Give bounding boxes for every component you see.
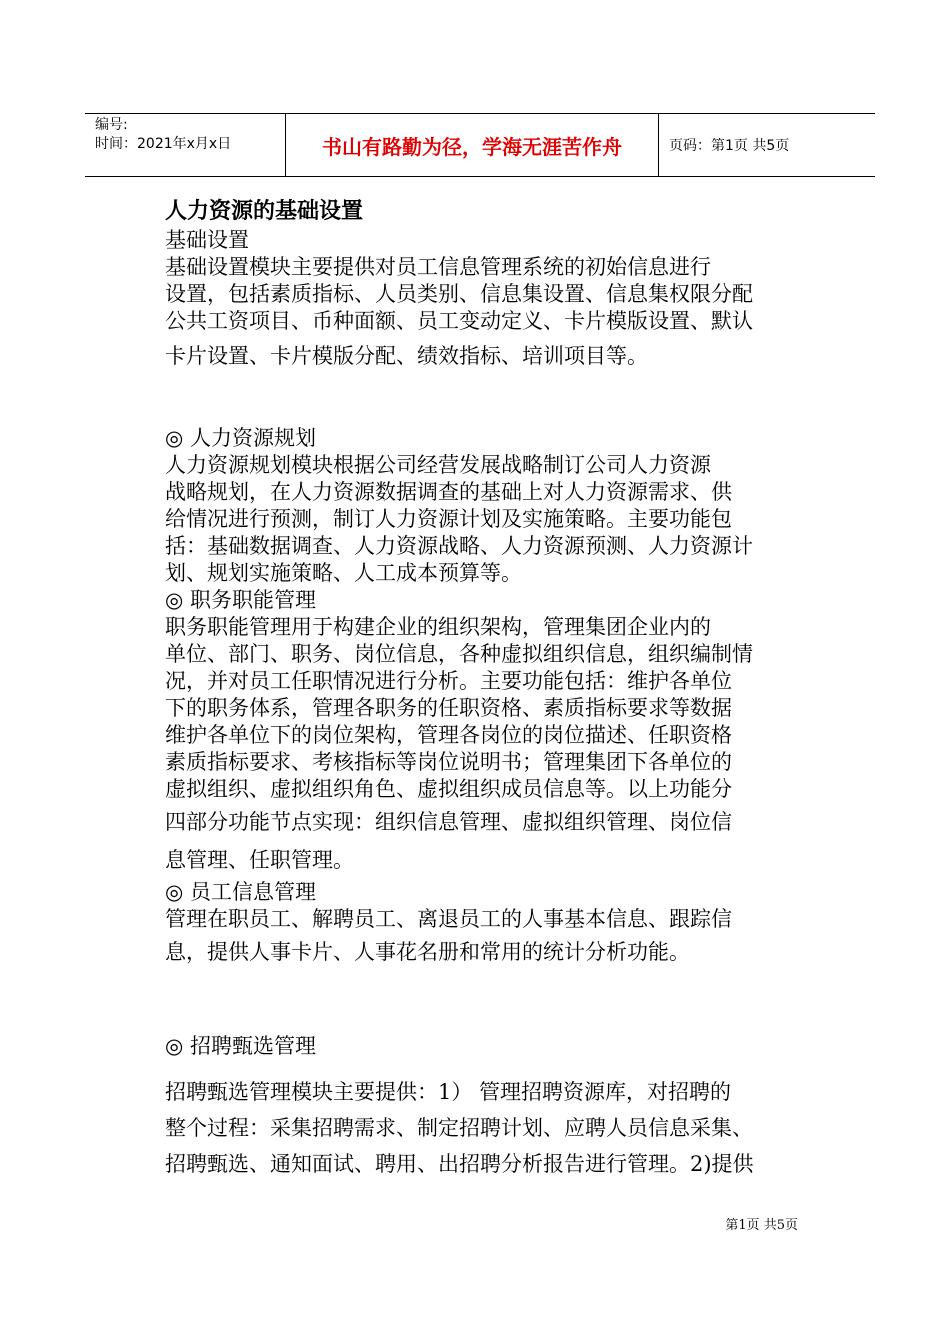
section-paragraph	[165, 254, 805, 375]
text-line: 职务职能管理用于构建企业的组织架构，管理集团企业内的	[165, 615, 711, 639]
page-footer: 第1页 共5页	[725, 1218, 798, 1233]
section-paragraph	[165, 452, 805, 587]
text-line: 整个过程：采集招聘需求、制定招聘计划、应聘人员信息采集、	[165, 1116, 753, 1140]
text-line: 管理在职员工、解聘员工、离退员工的人事基本信息、跟踪信	[165, 907, 732, 931]
text-line: 单位、部门、职务、岗位信息，各种虚拟组织信息，组织编制情	[165, 642, 753, 666]
text-line: 划、规划实施策略、人工成本预算等。	[165, 561, 522, 585]
document-header	[85, 113, 875, 177]
text-line: 维护各单位下的岗位架构，管理各岗位的岗位描述、任职资格	[165, 723, 732, 747]
text-line: 况，并对员工任职情况进行分析。主要功能包括：维护各单位	[165, 669, 732, 693]
section-heading: ◎ 员工信息管理	[165, 880, 316, 904]
text-line: 息管理、任职管理。	[165, 848, 354, 872]
header-motto: 书山有路勤为径，学海无涯苦作舟	[285, 114, 659, 176]
text-line: 素质指标要求、考核指标等岗位说明书；管理集团下各单位的	[165, 750, 732, 774]
text-line: 虚拟组织、虚拟组织角色、虚拟组织成员信息等。以上功能分	[165, 777, 732, 801]
text-line: 设置，包括素质指标、人员类别、信息集设置、信息集权限分配	[165, 282, 753, 306]
text-line: 卡片设置、卡片模版分配、绩效指标、培训项目等。	[165, 344, 648, 368]
text-line: 招聘甄选、通知面试、聘用、出招聘分析报告进行管理。2)提供	[165, 1152, 754, 1176]
document-title: 人力资源的基础设置	[165, 199, 364, 224]
text-line: 给情况进行预测，制订人力资源计划及实施策略。主要功能包	[165, 507, 732, 531]
number-label: 编号:	[95, 117, 128, 133]
time-label: 时间：2021年x月x日	[95, 136, 232, 152]
text-line: 下的职务体系，管理各职务的任职资格、素质指标要求等数据	[165, 696, 732, 720]
text-line: 人力资源规划模块根据公司经营发展战略制订公司人力资源	[165, 453, 711, 477]
text-line: 基础设置模块主要提供对员工信息管理系统的初始信息进行	[165, 255, 711, 279]
section-paragraph	[165, 906, 805, 971]
section-paragraph	[165, 614, 805, 879]
section-heading: ◎ 人力资源规划	[165, 426, 316, 450]
text-line: 四部分功能节点实现：组织信息管理、虚拟组织管理、岗位信	[165, 810, 732, 834]
text-line: 招聘甄选管理模块主要提供：1） 管理招聘资源库，对招聘的	[165, 1080, 732, 1104]
section-heading: ◎ 职务职能管理	[165, 588, 316, 612]
section-heading: ◎ 招聘甄选管理	[165, 1034, 316, 1058]
header-page-info: 页码：第1页 共5页	[669, 138, 790, 154]
text-line: 息，提供人事卡片、人事花名册和常用的统计分析功能。	[165, 940, 690, 964]
document-body	[165, 197, 805, 1182]
text-line: 公共工资项目、币种面额、员工变动定义、卡片模版设置、默认	[165, 309, 753, 333]
header-meta	[85, 114, 285, 176]
section-heading: 基础设置	[165, 228, 249, 252]
section-paragraph	[165, 1074, 805, 1182]
text-line: 括：基础数据调查、人力资源战略、人力资源预测、人力资源计	[165, 534, 753, 558]
text-line: 战略规划，在人力资源数据调查的基础上对人力资源需求、供	[165, 480, 732, 504]
